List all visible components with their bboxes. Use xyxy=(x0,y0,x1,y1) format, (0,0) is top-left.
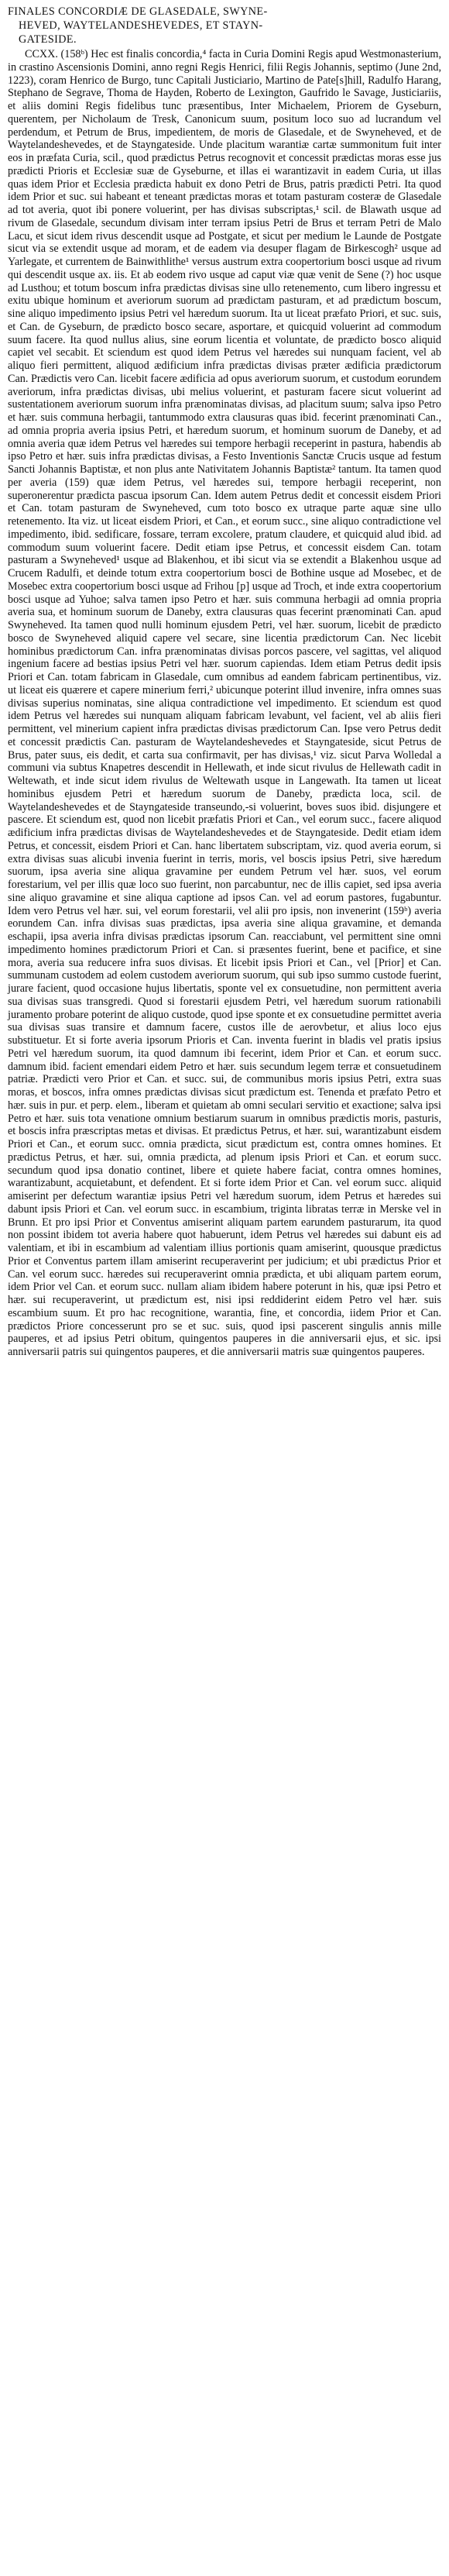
document-page xyxy=(8,0,441,1359)
section-heading: FINALES CONCORDIÆ DE GLASEDALE, SWYNE- HEVED, WAYTELANDESHEVEDES, ET STAYN- GATESIDE. xyxy=(8,5,268,46)
charter-body-text: CCXX. (158ᵇ) Hec est finalis concordia,⁴ facta in Curia Domini Regis apud Westmonasterium, in crastino Ascensionis Domini, anno regni Regis Henrici, filii Regis Johannis, septimo (June 2nd, 1223), coram Henrico de Burgo, tunc Capitali Justiciario, Martino de Pate[s]hill, Radulfo Harang, Stephano de Segrave, Thoma de Hayden, Roberto de Lexington, Gaufrido le Savage, Justiciariis, et aliis domini Regis fidelibus tunc præsentibus, Inter Michaelem, Priorem de Gyseburn, querentem, per Nicholaum de Tresk, Canonicum suum, positum loco suo ad lucrandum vel perdendum, et Petrum de Brus, impedientem, de moris de Glasedale, et de Swyneheved, et de Waytelandeshevedes, et de Stayngateside. Unde placitum warantiæ cartæ summonitum fuit inter eos in præfata Curia, scil., quod prædictus Petrus recognovit et concessit prædictas moras esse jus prædicti Prioris et Ecclesiæ suæ de Gyseburne, et illas ei warantizavit in eadem Curia, ut illas quas idem Prior et Ecclesia prædicta habuit ex dono Petri de Brus, patris prædicti Petri. Ita quod idem Prior et suc. sui habeant et teneant prædictas moras et totam pasturam costeræ de Glasedale ad tot averia, quot ibi ponere voluerint, per has divisas subscriptas,¹ scil. de Blawath usque ad rivum de Glasedale, secundum divisam inter terram ipsius Petri de Brus et terram Petri de Malo Lacu, et sicut idem rivus descendit usque ad Postgate, et sicut per medium le Launde de Postgate sicut via se extendit usque ad moram, et de eadem via desuper flagam de Birkescogh² usque ad Yarlegate, et currentem de Bainwithlithe¹ versus austrum extra coopertorium bosci usque ad rivum qui descendit usque ax. iis. Et ab eodem rivo usque ad caput viæ quæ venit de Sene (?) hoc usque ad Lusthou; et totum boscum infra prædictas divisas sine ullo retenemento, cum libero ingressu et exitu ubique hominum et averiorum suorum ad prædictam pasturam, et ad prædictum boscum, sine aliquo impedimento ipsius Petri vel hæredum suorum. Ita ut liceat præfato Priori, et suc. suis, et Can. de Gyseburn, de prædicto bosco secare, asportare, et quicquid voluerint ad commodum suum facere. Ita quod nullus alius, sine eorum licentia et voluntate, de prædicto bosco aliquid capiet vel secabit. Et sciendum est quod idem Petrus vel hæredes sui nunquam facient, vel ab aliquo fieri permittent, aliquod ædificium infra prædictas divisas præter ædificia prædictorum Can. Prædictis vero Can. licebit facere ædificia ad opus averiorum suorum, et custodum eorundem averiorum, infra prædictas divisas, ubi melius voluerint, et pasturam facere sicut voluerint ad sustentationem averiorum suorum infra prænominatas divisas, ad placitum suum; salva ipso Petro et hær. suis communa herbagii, tantummodo extra clausuras quas ibid. fecerint prænominati Can., ad omnia propria averia ipsius Petri, et hæredum suorum, et hominum suorum de Daneby, et ad omnia averia quæ idem Petrus vel hæredes sui tempore herbagii receperint in pastura, habendis ab ipso Petro et hær. suis infra prædictas divisas, a Festo Inventionis Sanctæ Crucis usque ad festum Sancti Johannis Baptistæ, et non plus ante Nativitatem Johannis Baptistæ² tantum. Ita tamen quod per averia (159) quæ idem Petrus, vel hæredes sui, tempore herbagii receperint, non superonerentur prædicta pascua ipsorum Can. Idem autem Petrus dedit et concessit eisdem Priori et Can. totam pasturam de Swyneheved, cum toto bosco ex utraque parte aquæ sine ullo retenemento. Ita viz. ut liceat eisdem Priori, et Can., et eorum succ., sine aliquo contradictione vel impedimento, ibid. sedificare, fossare, terram excolere, pratum claudere, et quicquid alud ibid. ad commodum suum voluerint facere. Dedit etiam ipse Petrus, et concessit eisdem Can. totam pasturam a Swyneheved¹ usque ad Blakenhou, et ibi sicut via se extendit a Blakenhou usque ad Crucem Radulfi, et deinde totum extra coopertorium bosci de Bothine usque ad Mosebec, et de Mosebec extra coopertorium bosci usque ad Frihou [p] usque ad Troch, et inde extra coopertorium bosci usque ad Yuhoe; salva tamen ipso Petro et hær. suis communa herbagii ad omnia propria averia sua, et hominum suorum de Daneby, extra clausuras quas fecerint prænominati Can. apud Swyneheved. Ita tamen quod nulli hominum ejusdem Petri, vel hær. suorum, licebit de prædicto bosco de Swyneheved aliquid capere vel secare, sine licentia prædictorum Can. Nec licebit hominibus prædictorum Can. infra prænominatas divisas porcos pascere, vel sagittas, vel aliquod ingenium facere ad bestias ipsius Petri vel hær. suorum capiendas. Idem etiam Petrus dedit ipsis Priori et Can. totam fabricam in Glasedale, cum omnibus ad eandem fabricam pertinentibus, viz. ut liceat eis quærere et capere minerium ferri,² ubicunque poterint illud invenire, infra omnes suas divisas superius nominatas, sine aliqua contradictione vel impedimento. Et sciendum est quod idem Petrus vel hæredes sui nunquam aliquam fabricam levabunt, vel facient, vel ab aliis fieri permittent, vel minerium capient infra prædictas divisas prædictorum Can. Ipse vero Petrus dedit et concessit prædictis Can. pasturam de Waytelandeshevedes et Stayngateside, sicut Petrus de Brus, pater suus, eis dedit, et carta sua confirmavit, per has divisas,¹ viz. sicut Parva Wolledal a communi via subtus Knapetres descendit in Hellewath, et inde sicut rivulus de Hellewath cadit in Weltewath, et inde sicut idem rivulus de Weltewath usque in Langewath. Ita tamen ut liceat hominibus ejusdem Petri et hæredum suorum de Daneby, prædicta loca, scil. de Waytelandeshevedes et de Stayngateside transeundo,-si voluerint, boves suos ibid. disjungere et pascere. Et sciendum est, quod non licebit præfatis Priori et Can., vel eorum succ., facere aliquod ædificium infra prædictas divisas de Waytelandeshevedes et de Stayngateside. Dedit etiam idem Petrus, et concessit, eisdem Priori et Can. hanc libertatem subscriptam, viz. quod averia eorum, si extra divisas suas alicubi invenia fuerint in terris, moris, vel boscis ipsius Petri, sive hæredum suorum, ipsa averia sine aliqua gravamine per eundem Petrum vel hær. suos, vel eorum forestarium, vel per illis quæ loco suo fuerint, non parcabuntur, nec de illis capiet, sed ipsa averia sine aliquo gravamine et sine aliqua captione ad ipsos Can. vel ad eorum pastores, fugabuntur. Idem vero Petrus vel hær. sui, vel eorum forestarii, vel alii pro ipsis, non invenerint (159ᵇ) averia eorundem Can. infra divisas suas prædictas, ipsa averia sine aliqua gravamine, et demanda eschapii, ipsa averia infra divisas prædictas ipsorum Can. reacciabunt, vel permittent sine omni impedimento homines prædictorum Priori et Can. si præsentes fuerint, bene et pacifice, et sine mora, averia sua reducere infra suos divisas. Et licebit ipsis Priori et Can., vel [Prior] et Can. summunam custodem ad eolem custodem averiorum suorum, qui sub ipso summo custode fuerint, jurare facient, quod occasione hujus libertatis, sponte vel ex consuetudine, non permittent averia sua divisas suas transgredi. Quod si forestarii ejusdem Petri, vel hæredum suorum rationabili juramento probare poterint de aliquo custode, quod ipse sponte et ex consuetudine permittet averia sua divisas suas transire et damnum facere, custos ille de aerovbetur, et alius loco ejus substituetur. Et si forte averia ipsorum Prioris et Can. inventa fuerint in bladis vel pratis ipsius Petri vel hæredum suorum, ita quod damnum ibi fecerint, idem Prior et Can. et eorum succ. damnum ibid. facient emendari eidem Petro et hær. suis secundum legem terræ et consuetudinem patriæ. Prædicti vero Prior et Can. et succ. sui, de communibus moris ipsius Petri, extra suas moras, et boscos, infra omnes prædictas divisas sicut prædictum est. Tenenda et præfato Petro et hær. suis in pur. et perp. elem., liberam et quietam ab omni seculari servitio et exactione; salva ipsi Petro et hær. suis tota venatione omnium bestiarum suarum in omnibus prædictis moris, pasturis, et boscis infra præscriptas metas et divisas. Et prædictus Petrus, et hær. sui, warantizabunt eisdem Priori et Can., et eorum succ. omnia prædicta, sicut prædictum est, contra omnes homines. Et prædictus Petrus, et hær. sui, omnia prædicta, ad plenum ipsis Priori et Can. et eorum succ. secundum quod ipsa donatio continet, libere et quiete habere faciat, contra omnes homines, warantizabunt, acquietabunt, et defendent. Et si forte idem Prior et Can. vel eorum succ. aliquid amiserint per defectum warantiæ ipsius Petri vel hæredum suorum, idem Petrus et hæredes sui dabunt ipsis Priori et Can. vel eorum succ. in escambium, triginta libratas terræ in Merske vel in Brunn. Et pro ipsi Prior et Conventus amiserint aliquam partem earundem pasturarum, ita quod non possint ibidem tot averia habere quot habuerunt, idem Petrus vel hæredes sui dabunt eis ad valentiam, et ibi in escambium ad valentiam illius portionis quam amiserint, quousque prædictus Prior et Conventus partem illam amiserint recuperaverint per judicium; et ubi prædictus Prior et Can. vel eorum succ. hæredes sui recuperaverint omnia prædicta, et ubi aliquam partem eorum, idem Prior vel Can. et eorum succ. nullam aliam ibidem habere poterunt in his, quæ ipsi Petro et hær. sui recuperaverint, ut prædictum est, nisi ipsi reddiderint eidem Petro vel hær. suis escambium suum. Et pro hac recognitione, warantia, fine, et concordia, iidem Prior et Can. prædictos Priore concesserunt pro se et suc. suis, quod ipsi pascerent singulis annis mille pauperes, et ad ipsius Petri obitum, quingentos pauperes in die anniversarii ejus, et sic. ipsi anniversarii patris sui quingentos pauperes, et die anniversarii matris suæ quingentos pauperes. xyxy=(8,48,441,1358)
